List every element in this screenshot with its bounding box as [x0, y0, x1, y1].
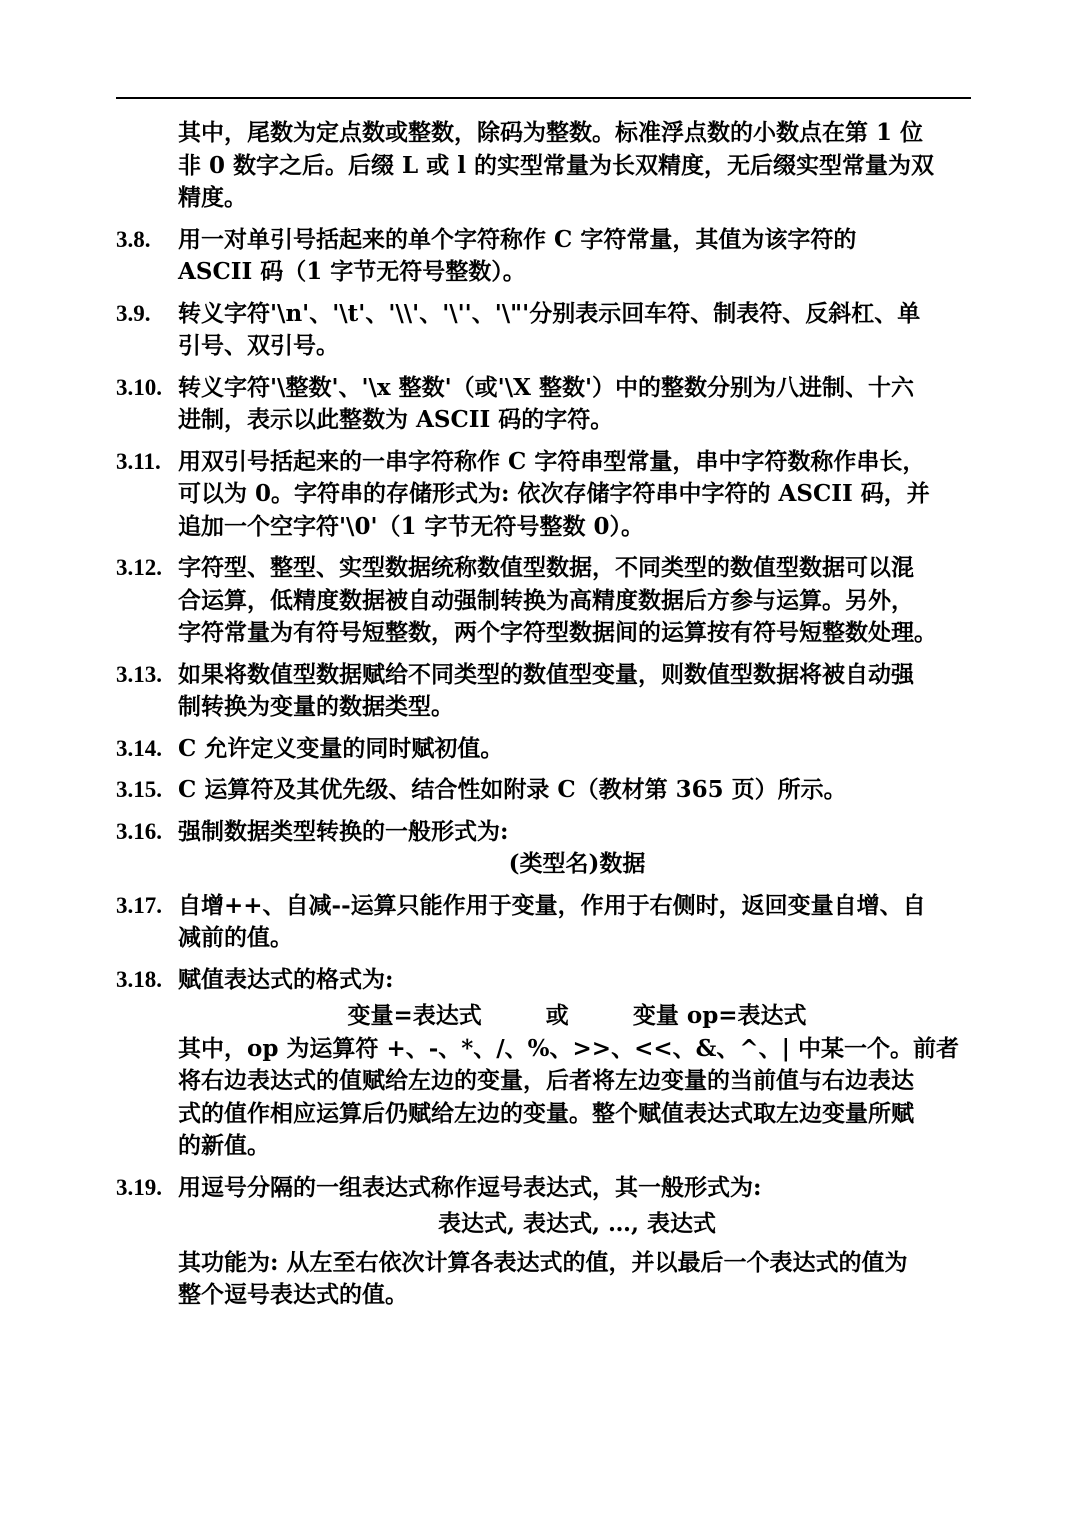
item-line: 自增++、自减--运算只能作用于变量，作用于右侧时，返回变量自增、自: [178, 891, 926, 919]
item-number: 3.15.: [116, 777, 162, 802]
page-content: [116, 117, 976, 1312]
item-line: 如果将数值型数据赋给不同类型的数值型变量，则数值型数据将被自动强: [178, 660, 914, 688]
item-3-17: [116, 890, 976, 955]
item-number: 3.18.: [116, 966, 162, 992]
item-3-10: [116, 372, 976, 437]
item-line: 其中，op 为运算符 +、-、*、/、%、>>、<<、&、^、| 中某一个。前者: [178, 1034, 960, 1062]
item-line: 整个逗号表达式的值。: [178, 1281, 408, 1308]
item-line: 追加一个空字符'\0'（1 字节无符号整数 0）。: [178, 512, 645, 540]
item-number: 3.17.: [116, 892, 162, 918]
item-line: 用一对单引号括起来的单个字符称作 C 字符常量，其值为该字符的: [178, 225, 857, 253]
item-3-16: [116, 816, 976, 881]
item-3-18: [116, 964, 976, 1163]
item-line: 用双引号括起来的一串字符称作 C 字符串型常量，串中字符数称作串长，: [178, 447, 926, 475]
item-number: 3.10.: [116, 374, 162, 400]
item-number: 3.14.: [116, 735, 162, 761]
intro-paragraph: [178, 117, 976, 215]
item-line: 进制，表示以此整数为 ASCII 码的字符。: [178, 406, 614, 433]
item-line: C 运算符及其优先级、结合性如附录 C（教材第 365 页）所示。: [178, 776, 847, 803]
item-line: ASCII 码（1 字节无符号整数）。: [178, 258, 526, 285]
item-line: 字符常量为有符号短整数，两个字符型数据间的运算按有符号短整数处理。: [178, 619, 937, 646]
header-rule: [116, 97, 971, 99]
item-number: 3.11.: [116, 448, 161, 474]
intro-line: 非 0 数字之后。后缀 L 或 l 的实型常量为长双精度，无后缀实型常量为双: [178, 151, 934, 179]
item-3-13: [116, 659, 976, 724]
item-number: 3.16.: [116, 818, 162, 844]
item-line: 引号、双引号。: [178, 332, 339, 359]
item-line: 减前的值。: [178, 924, 293, 951]
item-number: 3.9.: [116, 300, 151, 326]
formula: 变量=表达式 或 变量 op=表达式: [347, 1002, 807, 1029]
formula: (类型名)数据: [508, 850, 646, 877]
formula: 表达式, 表达式, …, 表达式: [437, 1210, 717, 1237]
item-number: 3.13.: [116, 661, 162, 687]
item-3-19: [116, 1172, 976, 1312]
item-line: 将右边表达式的值赋给左边的变量，后者将左边变量的当前值与右边表达: [178, 1067, 914, 1094]
item-number: 3.12.: [116, 555, 162, 580]
item-line: C 允许定义变量的同时赋初值。: [178, 734, 504, 762]
item-line: 其功能为: 从左至右依次计算各表达式的值，并以最后一个表达式的值为: [178, 1248, 908, 1276]
item-3-14: [116, 733, 976, 766]
item-3-9: [116, 298, 976, 363]
item-number: 3.8.: [116, 226, 151, 252]
intro-line: 精度。: [178, 184, 247, 211]
item-line: 强制数据类型转换的一般形式为:: [178, 817, 509, 845]
item-3-12: [116, 552, 976, 650]
item-3-8: [116, 224, 976, 289]
item-line: 制转换为变量的数据类型。: [178, 693, 454, 720]
item-line: 的新值。: [178, 1132, 270, 1159]
item-line: 可以为 0。字符串的存储形式为: 依次存储字符串中字符的 ASCII 码，并: [178, 480, 930, 507]
item-line: 转义字符'\n'、'\t'、'\\'、'\''、'\"'分别表示回车符、制表符、反斜杠、单: [178, 299, 921, 327]
item-line: 赋值表达式的格式为:: [178, 965, 394, 993]
item-line: 式的值作相应运算后仍赋给左边的变量。整个赋值表达式取左边变量所赋: [178, 1099, 914, 1127]
item-3-15: [116, 774, 976, 807]
item-3-11: [116, 446, 976, 544]
item-number: 3.19.: [116, 1174, 162, 1200]
item-line: 转义字符'\整数'、'\x 整数'（或'\X 整数'）中的整数分别为八进制、十六: [178, 373, 915, 401]
item-line: 字符型、整型、实型数据统称数值型数据，不同类型的数值型数据可以混: [178, 554, 914, 581]
intro-line: 其中，尾数为定点数或整数，除码为整数。标准浮点数的小数点在第 1 位: [178, 119, 924, 146]
item-line: 用逗号分隔的一组表达式称作逗号表达式，其一般形式为:: [178, 1173, 762, 1201]
item-line: 合运算，低精度数据被自动强制转换为高精度数据后方参与运算。另外，: [178, 586, 914, 614]
